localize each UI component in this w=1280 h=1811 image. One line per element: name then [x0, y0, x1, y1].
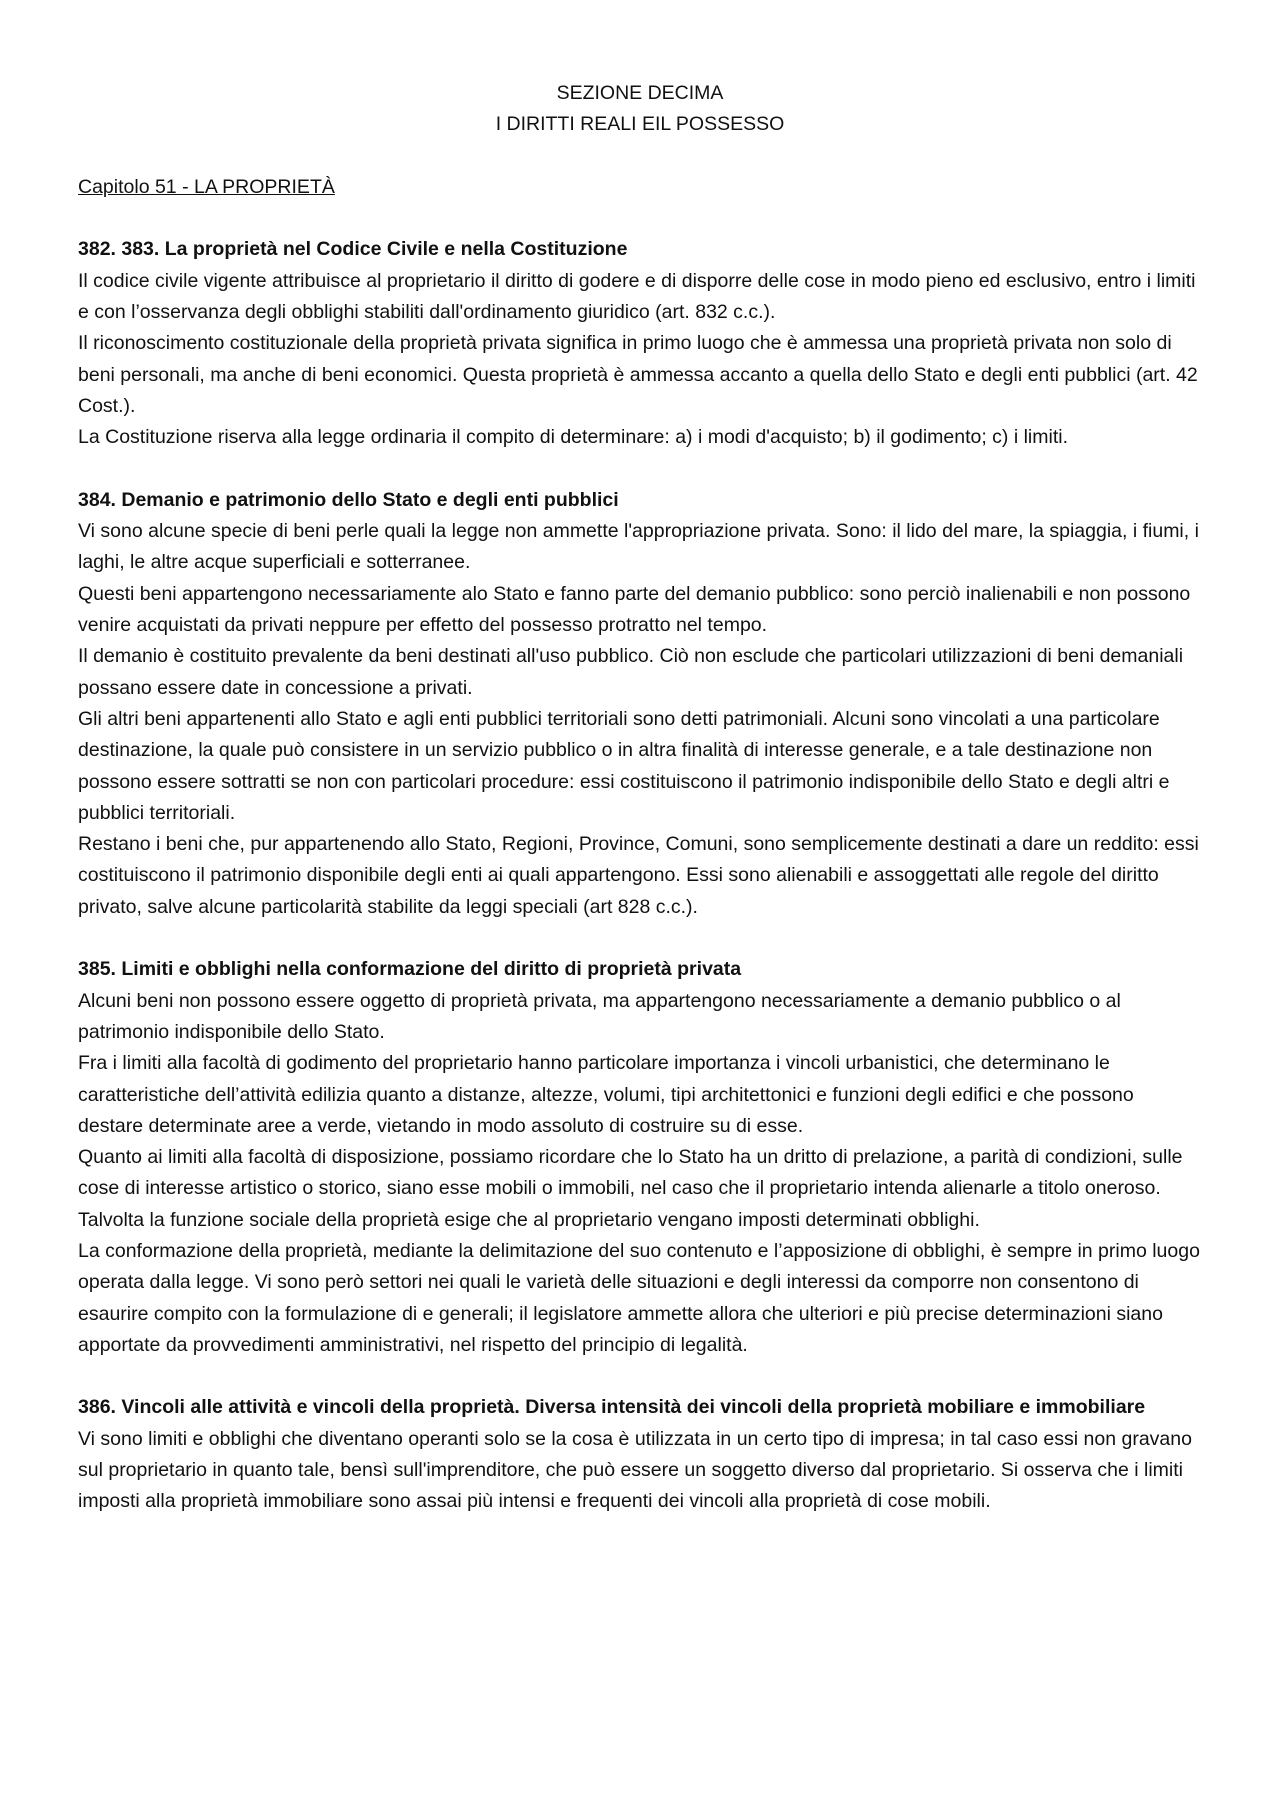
- section-title: 386. Vincoli alle attività e vincoli della proprietà. Diversa intensità dei vincoli della proprietà mobiliare e immobiliare: [78, 1396, 1146, 1419]
- paragraph: Fra i limiti alla facoltà di godimento del proprietario hanno particolare importanza i vincoli urbanistici, che determinano le caratteristiche dell’attività edilizia quanto a distanze, altezze, volumi, tipi architettonici e funzioni degli edifici e che possono destare determinate aree a verde, vietando in modo assoluto di costruire su di esse.: [78, 1052, 1134, 1137]
- section-title: 385. Limiti e obblighi nella conformazione del diritto di proprietà privata: [78, 958, 742, 981]
- section-title: 382. 383. La proprietà nel Codice Civile e nella Costituzione: [78, 238, 628, 261]
- section-subheading: I DIRITTI REALI EIL POSSESSO: [495, 113, 785, 136]
- paragraph: Talvolta la funzione sociale della proprietà esige che al proprietario vengano imposti determinati obblighi.: [78, 1208, 980, 1231]
- section-heading: SEZIONE DECIMA: [556, 82, 724, 104]
- paragraph: Alcuni beni non possono essere oggetto di proprietà privata, ma appartengono necessariamente a demanio pubblico o al patrimonio indisponibile dello Stato.: [78, 989, 1121, 1043]
- paragraph: Il codice civile vigente attribuisce al proprietario il diritto di godere e di disporre delle cose in modo pieno ed esclusivo, entro i limiti e con l’osservanza degli obblighi stabiliti dall'ordinamento giuridico (art. 832 c.c.).: [78, 269, 1196, 324]
- paragraph: Il riconoscimento costituzionale della proprietà privata significa in primo luogo che è ammessa una proprietà privata non solo di beni personali, ma anche di beni economici. Questa proprietà è ammessa accanto a quella dello Stato e degli enti pubblici (art. 42 Cost.).: [78, 332, 1198, 417]
- paragraph: Quanto ai limiti alla facoltà di disposizione, possiamo ricordare che lo Stato ha un dritto di prelazione, a parità di condizioni, sulle cose di interesse artistico o storico, siano esse mobili o immobili, nel caso che il proprietario intenda alienarle a titolo oneroso.: [78, 1146, 1183, 1200]
- paragraph: Il demanio è costituito prevalente da beni destinati all'uso pubblico. Ciò non esclude che particolari utilizzazioni di beni demaniali possano essere date in concessione a privati.: [78, 645, 1184, 699]
- paragraph: Gli altri beni appartenenti allo Stato e agli enti pubblici territoriali sono detti patrimoniali. Alcuni sono vincolati a una particolare destinazione, la quale può consistere in un servizio pubblico o in altra finalità di interesse generale, e a tale destinazione non possono essere sottratti se non con particolari procedure: essi costituiscono il patrimonio indisponibile dello Stato e degli altri e pubblici territoriali.: [78, 707, 1170, 824]
- section-385: [78, 954, 1202, 1361]
- paragraph: Restano i beni che, pur appartenendo allo Stato, Regioni, Province, Comuni, sono semplicemente destinati a dare un reddito: essi costituiscono il patrimonio disponibile degli enti ai quali appartengono. Essi sono alienabili e assoggettati alle regole del diritto privato, salve alcune particolarità stabilite da leggi speciali (art 828 c.c.).: [78, 833, 1199, 918]
- paragraph: Vi sono alcune specie di beni perle quali la legge non ammette l'appropriazione privata. Sono: il lido del mare, la spiaggia, i fiumi, i laghi, le altre acque superficiali e sotterranee.: [78, 520, 1199, 574]
- paragraph: Vi sono limiti e obblighi che diventano operanti solo se la cosa è utilizzata in un certo tipo di impresa; in tal caso essi non gravano sul proprietario in quanto tale, bensì sull'imprenditore, che può essere un soggetto diverso dal proprietario. Si osserva che i limiti imposti alla proprietà immobiliare sono assai più intensi e frequenti dei vincoli alla proprietà di cose mobili.: [78, 1427, 1192, 1513]
- paragraph: Questi beni appartengono necessariamente alo Stato e fanno parte del demanio pubblico: sono perciò inalienabili e non possono venire acquistati da privati neppure per effetto del possesso protratto nel tempo.: [78, 582, 1191, 637]
- section-382-383: [78, 234, 1202, 453]
- section-384: [78, 485, 1202, 923]
- paragraph: La Costituzione riserva alla legge ordinaria il compito di determinare: a) i modi d'acquisto; b) il godimento; c) i limiti.: [78, 426, 1068, 449]
- paragraph: La conformazione della proprietà, mediante la delimitazione del suo contenuto e l’apposizione di obblighi, è sempre in primo luogo operata dalla legge. Vi sono però settori nei quali le varietà delle situazioni e degli interessi da comporre non consentono di esaurire compito con la formulazione di e generali; il legislatore ammette allora che ulteriori e più precise determinazioni siano apportate da provvedimenti amministrativi, nel rispetto del principio di legalità.: [78, 1239, 1200, 1356]
- section-386: [78, 1392, 1202, 1517]
- chapter-title: Capitolo 51 - LA PROPRIETÀ: [78, 175, 335, 198]
- document-header: [78, 78, 1202, 141]
- section-title: 384. Demanio e patrimonio dello Stato e degli enti pubblici: [78, 488, 619, 511]
